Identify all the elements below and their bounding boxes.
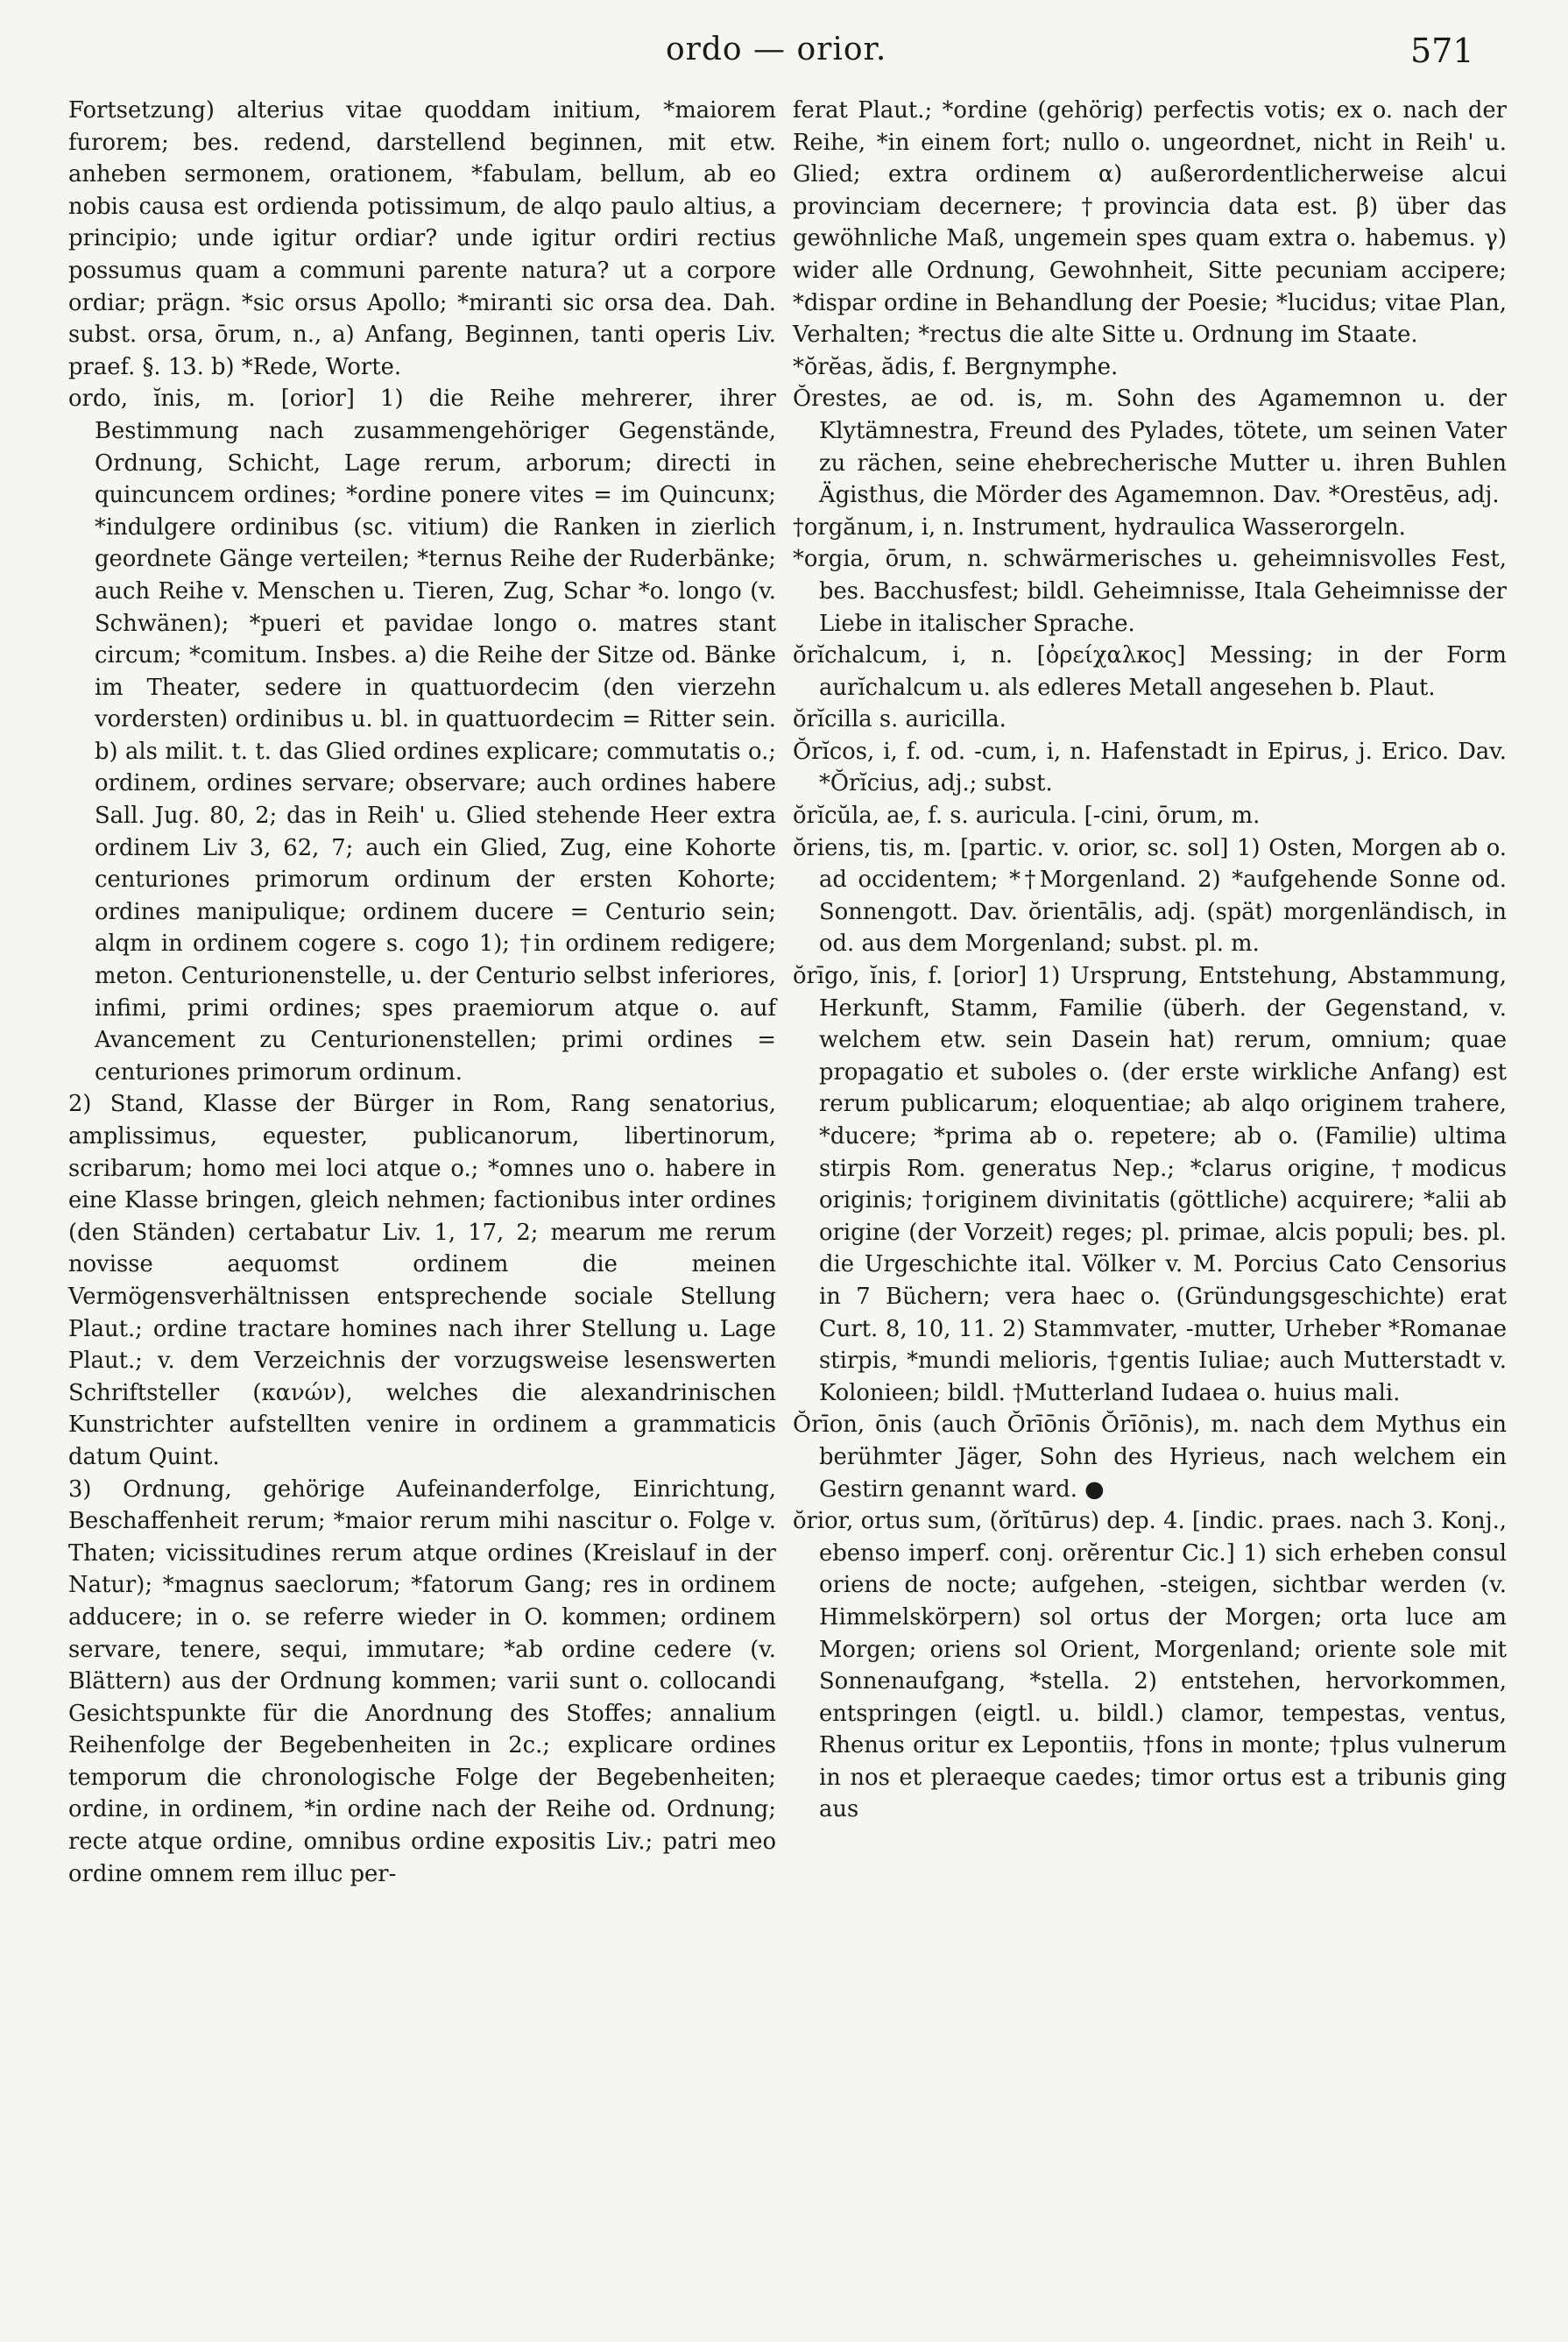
page-header bbox=[0, 32, 1568, 84]
page-number: 571 bbox=[1410, 32, 1474, 70]
entry-ordo-sense-3: 3) Ordnung, gehörige Aufeinanderfolge, Einrichtung, Beschaffenheit rerum; *maior rerum mihi nascitur o. Folge v. Thaten; vicissitudines rerum atque ordines (Kreislauf in der Natur); *magnus saeclorum; *fatorum Gang; res in ordinem adducere; in o. se referre wieder in O. kommen; ordinem servare, tenere, sequi, immutare; *ab ordine cedere (v. Blättern) aus der Ordnung kommen; varii sunt o. collocandi Gesichtspunkte für die Anordnung des Stoffes; annalium Reihenfolge der Begebenheiten in 2c.; explicare ordines temporum die chronologische Folge der Begebenheiten; ordine, in ordinem, *in ordine nach der Reihe od. Ordnung; recte atque ordine, omnibus ordine expositis Liv.; patri meo ordine omnem rem illuc per- bbox=[68, 1475, 776, 1887]
entry-oricula: ŏrĭcŭla, ae, f. s. auricula. [-cini, ōrum, m. bbox=[793, 803, 1261, 830]
left-column bbox=[68, 95, 776, 1890]
entry-orichalcum: ŏrĭchalcum, i, n. [ὀρείχαλκος] Messing; in der Form aurĭchalcum u. als edleres Metall angesehen b. Plaut. bbox=[793, 642, 1507, 701]
entry-oricilla: ŏrĭcilla s. auricilla. bbox=[793, 706, 1006, 733]
right-column bbox=[793, 95, 1507, 1826]
entry-oreas: *ŏrĕas, ădis, f. Bergnymphe. bbox=[793, 353, 1119, 380]
entry-oriens: ŏriens, tis, m. [partic. v. orior, sc. sol] 1) Osten, Morgen ab o. ad occidentem; *†Morgenland. 2) *aufgehende Sonne od. Sonnengott. Dav. ŏrientālis, adj. (spät) morgenländisch, in od. aus dem Morgenland; subst. pl. m. bbox=[793, 834, 1507, 958]
entry-orgia: *orgia, ōrum, n. schwärmerisches u. geheimnisvolles Fest, bes. Bacchusfest; bildl. Geheimnisse, Itala Geheimnisse der Liebe in italischer Sprache. bbox=[793, 546, 1507, 637]
entry-oricos: Ŏrĭcos, i, f. od. -cum, i, n. Hafenstadt in Epirus, j. Erico. Dav. *Ŏrĭcius, adj.; subst. bbox=[793, 738, 1507, 797]
entry-continuation: Fortsetzung) alterius vitae quoddam initium, *maiorem furorem; bes. redend, darstellend beginnen, mit etw. anheben sermonem, orationem, *fabulam, bellum, ab eo nobis causa est ordienda potissimum, de alqo paulo altius, a principio; unde igitur ordiar? unde igitur ordiri rectius possumus quam a communi parente natura? ut a corpore ordiar; prägn. *sic orsus Apollo; *miranti sic orsa dea. Dah. subst. orsa, ōrum, n., a) Anfang, Beginnen, tanti operis Liv. praef. §. 13. b) *Rede, Worte. bbox=[68, 97, 776, 380]
entry-ordo-continued: ferat Plaut.; *ordine (gehörig) perfectis votis; ex o. nach der Reihe, *in einem fort; nullo o. ungeordnet, nicht in Reih' u. Glied; extra ordinem α) außerordentlicherweise alcui provinciam decernere; †provincia data est. β) über das gewöhnliche Maß, ungemein spes quam extra o. habemus. γ) wider alle Ordnung, Gewohnheit, Sitte pecuniam accipere; *dispar ordine in Behandlung der Poesie; *lucidus; vitae Plan, Verhalten; *rectus die alte Sitte u. Ordnung im Staate. bbox=[793, 97, 1507, 349]
entry-ordo: ordo, ĭnis, m. [orior] 1) die Reihe mehrerer, ihrer Bestimmung nach zusammengehöriger Gegenstände, Ordnung, Schicht, Lage rerum, arborum; directi in quincuncem ordines; *ordine ponere vites = im Quincunx; *indulgere ordinibus (sc. vitium) die Ranken in zierlich geordnete Gänge verteilen; *ternus Reihe der Ruderbänke; auch Reihe v. Menschen u. Tieren, Zug, Schar *o. longo (v. Schwänen); *pueri et pavidae longo o. matres stant circum; *comitum. Insbes. a) die Reihe der Sitze od. Bänke im Theater, sedere in quattuordecim (den vierzehn vordersten) ordinibus u. bl. in quattuordecim = Ritter sein. b) als milit. t. t. das Glied ordines explicare; commutatis o.; ordinem, ordines servare; observare; auch ordines habere Sall. Jug. 80, 2; das in Reih' u. Glied stehende Heer extra ordinem Liv 3, 62, 7; auch ein Glied, Zug, eine Kohorte centuriones primorum ordinum der ersten Kohorte; ordines manipulique; ordinem ducere = Centurio sein; alqm in ordinem cogere s. cogo 1); †in ordinem redigere; meton. Centurionenstelle, u. der Centurio selbst inferiores, infimi, primi ordines; spes praemiorum atque o. auf Avancement zu Centurionenstellen; primi ordines = centuriones primorum ordinum. bbox=[68, 386, 776, 1086]
entry-orestes: Ŏrestes, ae od. is, m. Sohn des Agamemnon u. der Klytämnestra, Freund des Pylades, tötete, um seinen Vater zu rächen, seine ehebrecherische Mutter u. ihren Buhlen Ägisthus, die Mörder des Agamemnon. Dav. *Orestēus, adj. bbox=[793, 386, 1507, 509]
entry-ordo-sense-2: 2) Stand, Klasse der Bürger in Rom, Rang senatorius, amplissimus, equester, publicanorum, libertinorum, scribarum; homo mei loci atque o.; *omnes uno o. habere in eine Klasse bringen, gleich nehmen; factionibus inter ordines (den Ständen) certabatur Liv. 1, 17, 2; mearum me rerum novisse aequomst ordinem die meinen Vermögensverhältnissen entsprechende sociale Stellung Plaut.; ordine tractare homines nach ihrer Stellung u. Lage Plaut.; v. dem Verzeichnis der vorzugsweise lesenswerten Schriftsteller (κανών), welches die alexandrinischen Kunstrichter aufstellten venire in ordinem a grammaticis datum Quint. bbox=[68, 1091, 776, 1470]
running-head: ordo — orior. bbox=[666, 32, 887, 67]
entry-organum: †orgănum, i, n. Instrument, hydraulica Wasserorgeln. bbox=[793, 513, 1406, 541]
entry-origo: ŏrīgo, ĭnis, f. [orior] 1) Ursprung, Entstehung, Abstammung, Herkunft, Stamm, Familie (überh. der Gegenstand, v. welchem etw. sein Dasein hat) rerum, omnium; quae propagatio et suboles o. (der erste wirkliche Anfang) est rerum publicarum; eloquentiae; ab alqo originem trahere, *ducere; *prima ab o. repetere; ab o. (Familie) ultima stirpis Rom. generatus Nep.; *clarus origine, †modicus originis; †originem divinitatis (göttliche) acquirere; *alii ab origine (der Vorzeit) reges; pl. primae, alcis populi; bes. pl. die Urgeschichte ital. Völker v. M. Porcius Cato Censorius in 7 Büchern; vera haec o. (Gründungsgeschichte) erat Curt. 8, 10, 11. 2) Stammvater, -mutter, Urheber *Romanae stirpis, *mundi melioris, †gentis Iuliae; auch Mutterstadt v. Kolonieen; bildl. †Mutterland Iudaea o. huius mali. bbox=[793, 963, 1507, 1406]
entry-orion: Ŏrīon, ōnis (auch Ŏrīōnis Ŏrīōnis), m. nach dem Mythus ein berühmter Jäger, Sohn des Hyrieus, nach welchem ein Gestirn genannt ward. ● bbox=[793, 1412, 1507, 1503]
entry-orior: ŏrior, ortus sum, (ŏrĭtūrus) dep. 4. [indic. praes. nach 3. Konj., ebenso imperf. conj. orĕrentur Cic.] 1) sich erheben consul oriens de nocte; aufgehen, -steigen, sichtbar werden (v. Himmelskörpern) sol ortus der Morgen; orta luce am Morgen; oriens sol Orient, Morgenland; oriente sole mit Sonnenaufgang, *stella. 2) entstehen, hervorkommen, entspringen (eigtl. u. bildl.) clamor, tempestas, ventus, Rhenus oritur ex Lepontiis, †fons in monte; †plus vulnerum in nos et pleraeque caedes; timor ortus est a tribunis ging aus bbox=[793, 1508, 1507, 1823]
